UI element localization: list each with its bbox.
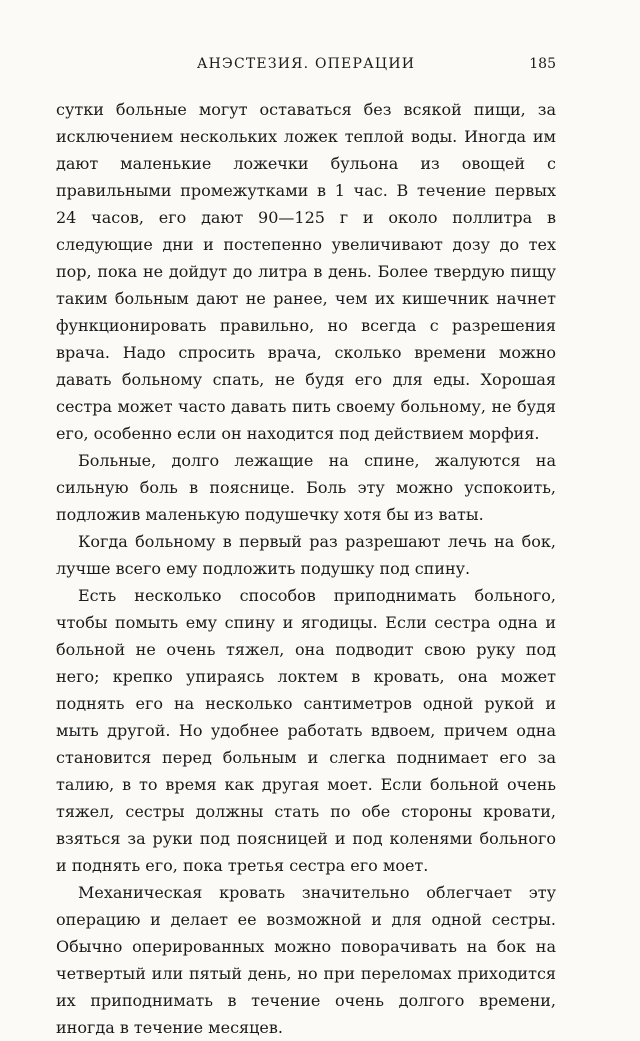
body-text: [56, 96, 556, 1041]
paragraph: Есть несколько способов приподнимать больного, чтобы помыть ему спину и ягодицы. Если сестра одна и больной не очень тяжел, она подводит свою руку под него; крепко упираясь локтем в кровать, она может поднять его на несколько сантиметров одной рукой и мыть другой. Но удобнее работать вдвоем, причем одна становится перед больным и слегка поднимает его за талию, в то время как другая моет. Если больной очень тяжел, сестры должны стать по обе стороны кровати, взяться за руки под поясницей и под коленями больного и поднять его, пока третья сестра его моет.: [56, 586, 556, 875]
paragraph: сутки больные могут оставаться без всякой пищи, за исключением нескольких ложек теплой воды. Иногда им дают маленькие ложечки бульона из овощей с правильными промежутками в 1 час. В течение первых 24 часов, его дают 90—125 г и около поллитра в следующие дни и постепенно увеличивают дозу до тех пор, пока не дойдут до литра в день. Более твердую пищу таким больным дают не ранее, чем их кишечник начнет функционировать правильно, но всегда с разрешения врача. Надо спросить врача, сколько времени можно давать больному спать, не будя его для еды. Хорошая сестра может часто давать пить своему больному, не будя его, особенно если он находится под действием морфия.: [56, 100, 556, 443]
paragraph: Больные, долго лежащие на спине, жалуются на сильную боль в пояснице. Боль эту можно успокоить, подложив маленькую подушечку хотя бы из ваты.: [56, 451, 556, 524]
page-number: 185: [529, 56, 556, 72]
running-header-title: АНЭСТЕЗИЯ. ОПЕРАЦИИ: [196, 56, 416, 72]
paragraph: Механическая кровать значительно облегчает эту операцию и делает ее возможной и для одной сестры. Обычно оперированных можно поворачивать на бок на четвертый или пятый день, но при переломах приходится их приподнимать в течение очень долгого времени, иногда в течение месяцев.: [56, 883, 556, 1037]
paragraph: Когда больному в первый раз разрешают лечь на бок, лучше всего ему подложить подушку под спину.: [56, 532, 556, 578]
page-header: [56, 56, 556, 78]
